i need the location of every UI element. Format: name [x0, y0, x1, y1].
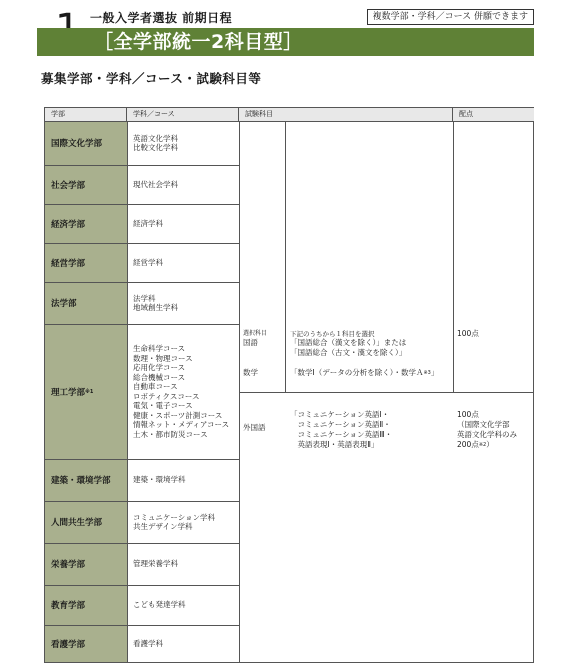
faculty-name: 理工学部 — [51, 387, 86, 398]
table-divider — [239, 121, 240, 662]
header-subtitle: 一般入学者選抜 前期日程 — [90, 11, 233, 25]
table-divider — [45, 324, 239, 325]
table-divider — [45, 165, 239, 166]
department-cell: 生命科学コース 数理・物理コース 応用化学コース 総合機械コース 自動車コース ロボティクスコース 電気・電子コース 健康・スポーツ計測コース 情報ネット・メディアコース 土木・都市防災コース — [133, 344, 230, 439]
english-points — [457, 410, 517, 450]
sugaku-close: 」 — [430, 368, 439, 377]
department-cell: 管理栄養学科 — [133, 559, 178, 569]
kokugo-label: 国語 — [243, 338, 258, 347]
table-divider — [45, 121, 533, 122]
table-divider — [45, 243, 239, 244]
table-divider — [45, 625, 239, 626]
multiple-application-note: 複数学部・学科／コース 併願できます — [367, 9, 534, 25]
department-cell: コミュニケーション学科 共生デザイン学科 — [133, 512, 216, 531]
english-points-text: 100点 （国際文化学部 英語文化学科のみ 200点 — [457, 410, 517, 449]
sugaku-label: 数学 — [243, 368, 258, 377]
exam-table — [44, 107, 534, 663]
table-divider — [45, 585, 239, 586]
faculty-cell: 国際文化学部 — [45, 121, 127, 165]
table-divider — [45, 459, 239, 460]
table-divider — [453, 121, 454, 392]
faculty-cell: 人間共生学部 — [45, 501, 127, 543]
elective-instruction: 下記のうちから１科目を選択 — [290, 330, 375, 338]
department-cell: こども発達学科 — [133, 600, 186, 610]
faculty-cell-science — [45, 324, 127, 459]
elective-points: 100点 — [457, 329, 479, 338]
column-header-department: 学科／コース — [127, 108, 239, 121]
kokugo-subjects: 「国語総合（漢文を除く）」または 「国語総合（古文・漢文を除く）」 — [290, 338, 407, 357]
faculty-cell: 栄養学部 — [45, 543, 127, 585]
table-divider — [285, 121, 286, 392]
table-divider — [45, 501, 239, 502]
department-cell: 法学科 地域創生学科 — [133, 293, 178, 312]
department-cell: 経営学科 — [133, 257, 163, 267]
sugaku-text: 「数学Ⅰ（データの分析を除く）・数学Ａ — [290, 368, 424, 377]
table-divider — [45, 543, 239, 544]
footnote-marker: ※2 — [478, 442, 487, 448]
table-divider — [127, 121, 128, 662]
department-cell: 建築・環境学科 — [133, 475, 186, 485]
department-cell: 看護学科 — [133, 638, 163, 648]
faculty-cell: 経済学部 — [45, 204, 127, 243]
department-cell: 英語文化学科 比較文化学科 — [133, 133, 178, 152]
footnote-marker: ※3 — [423, 370, 431, 376]
section-title: 募集学部・学科／コース・試験科目等 — [41, 71, 262, 86]
department-cell: 経済学科 — [133, 218, 163, 228]
english-points-close: ） — [486, 440, 494, 449]
faculty-cell: 経営学部 — [45, 243, 127, 282]
faculty-cell: 法学部 — [45, 282, 127, 324]
faculty-cell: 教育学部 — [45, 585, 127, 625]
faculty-cell: 建築・環境学部 — [45, 459, 127, 501]
department-cell: 現代社会学科 — [133, 179, 178, 189]
table-divider — [45, 282, 239, 283]
column-header-subjects: 試験科目 — [239, 108, 453, 121]
footnote-marker: ※1 — [85, 388, 94, 395]
page-title: ［全学部統一2科目型］ — [94, 31, 303, 53]
faculty-cell: 社会学部 — [45, 165, 127, 204]
column-header-points: 配点 — [453, 108, 534, 121]
sugaku-subjects — [290, 368, 438, 378]
table-divider — [239, 392, 533, 393]
elective-label: 選択科目 — [243, 330, 268, 337]
english-subjects: 「コミュニケーション英語Ⅰ・ コミュニケーション英語Ⅱ・ コミュニケーション英語Ⅲ・ 英語表現Ⅰ・英語表現Ⅱ」 — [290, 410, 393, 449]
faculty-cell: 看護学部 — [45, 625, 127, 662]
column-header-faculty: 学部 — [45, 108, 127, 121]
table-divider — [45, 204, 239, 205]
english-label: 外国語 — [243, 423, 266, 432]
